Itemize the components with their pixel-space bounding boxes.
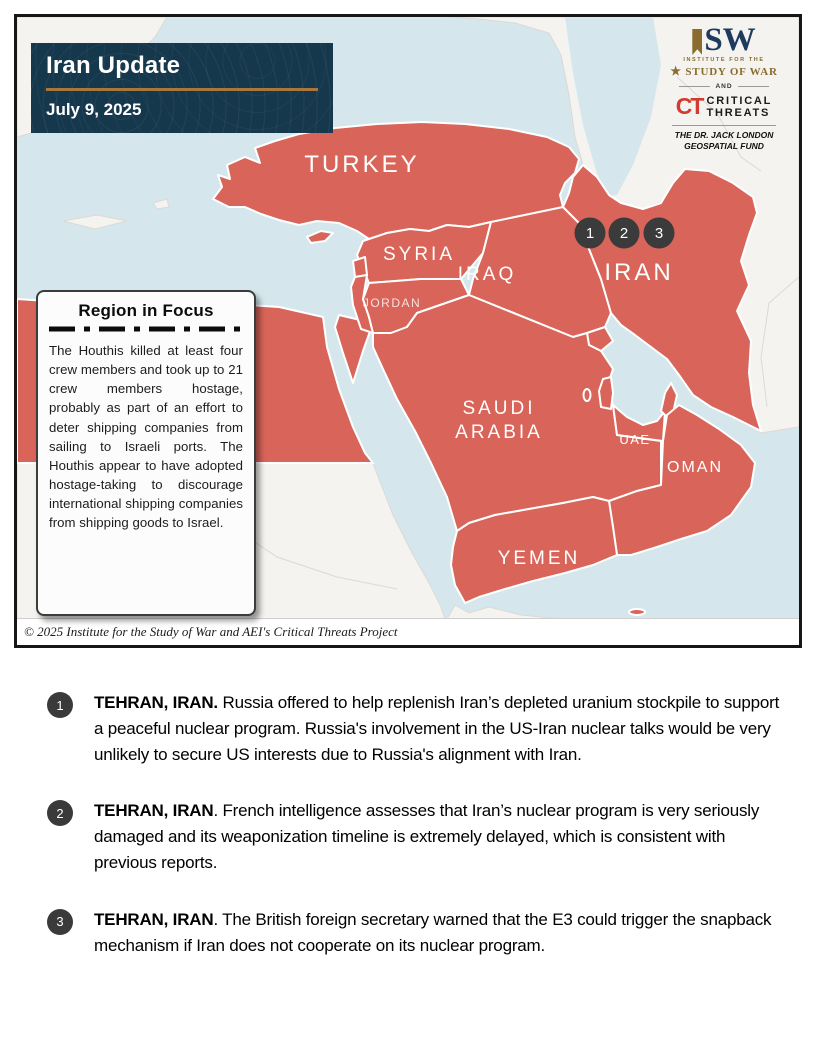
divider-line	[738, 86, 769, 87]
update-items	[47, 690, 787, 990]
label-turkey: TURKEY	[304, 151, 420, 178]
item-1-body: Russia offered to help replenish Iran’s depleted uranium stockpile to support a peaceful nuclear program. Russia's involvement in the US-Iran nuclear talks would be very unlikely to secure US interests due to Russia's alignment with Iran.	[94, 693, 780, 764]
region-in-focus-title: Region in Focus	[78, 301, 214, 320]
study-of-war-label: STUDY OF WAR	[685, 66, 778, 78]
dash-dot-rule	[49, 326, 243, 332]
isw-ct-logo	[657, 22, 791, 152]
critical-label: CRITICAL	[706, 94, 773, 107]
divider-line	[679, 86, 710, 87]
page-title: Iran Update	[46, 52, 181, 79]
fund-line1: THE DR. JACK LONDON	[674, 130, 774, 140]
label-iran: IRAN	[604, 259, 674, 286]
item-1-text	[94, 690, 782, 767]
label-saudi: SAUDI	[462, 398, 536, 419]
item-2-text	[94, 798, 782, 875]
marker-3	[644, 218, 675, 249]
header-accent-rule	[46, 88, 318, 91]
copyright-bar	[17, 618, 799, 645]
map-frame	[14, 14, 802, 648]
star-icon: ★	[670, 64, 682, 78]
copyright-text: © 2025 Institute for the Study of War and AEI's Critical Threats Project	[24, 624, 398, 639]
region-in-focus-body: The Houthis killed at least four crew members and took up to 21 crew members hostage, probably as part of an effort to deter shipping companies from sailing to Israeli ports. The Houthis appear to have adopted hostage-taking to discourage international shipping companies from shipping goods to Israel.	[49, 343, 243, 531]
and-divider	[679, 83, 769, 90]
marker-1-number: 1	[585, 225, 595, 242]
country-lebanon	[353, 257, 367, 277]
institute-for-the-text: INSTITUTE FOR THE	[683, 57, 765, 63]
country-bahrain	[584, 389, 591, 401]
label-syria: SYRIA	[382, 244, 456, 265]
header-banner	[31, 43, 333, 133]
label-uae: UAE	[619, 432, 651, 447]
label-iraq: IRAQ	[457, 264, 517, 285]
item-1-location: TEHRAN, IRAN.	[94, 693, 218, 712]
item-2-body: . French intelligence assesses that Iran’s nuclear program is very seriously damaged and its weaponization timeline is extremely delayed, which is consistent with previous reports.	[94, 801, 760, 873]
ct-monogram: CT	[675, 93, 703, 119]
marker-3-number: 3	[654, 225, 664, 242]
fund-line2: GEOSPATIAL FUND	[684, 141, 764, 151]
list-item-3	[47, 907, 787, 959]
item-3-body: . The British foreign secretary warned that the E3 could trigger the snapback mechanism if Iran does not cooperate on its nuclear program.	[94, 909, 772, 955]
threats-label: THREATS	[706, 106, 771, 119]
item-1-number-badge: 1	[47, 692, 73, 718]
label-yemen: YEMEN	[497, 548, 581, 569]
item-2-number-badge: 2	[47, 800, 73, 826]
and-label: AND	[715, 83, 733, 90]
item-3-location: TEHRAN, IRAN	[94, 909, 214, 929]
fund-divider	[672, 125, 776, 126]
marker-1	[575, 218, 606, 249]
list-item-2	[47, 798, 787, 875]
critical-threats-logo	[676, 93, 772, 120]
medal-ribbon-icon	[692, 29, 702, 55]
label-oman: OMAN	[667, 459, 723, 476]
item-2-location: TEHRAN, IRAN	[94, 801, 214, 821]
region-in-focus-box	[36, 290, 256, 616]
marker-2	[609, 218, 640, 249]
label-jordan: JORDAN	[362, 296, 422, 310]
isw-letters: SW	[704, 22, 756, 58]
marker-2-number: 2	[619, 225, 629, 242]
header-date: July 9, 2025	[46, 100, 142, 119]
list-item-1	[47, 690, 787, 767]
island-socotra	[629, 609, 645, 615]
country-qatar	[599, 377, 613, 409]
label-arabia: ARABIA	[455, 422, 543, 443]
item-3-number-badge: 3	[47, 909, 73, 935]
study-of-war-text	[670, 64, 777, 79]
isw-wordmark	[692, 22, 756, 58]
item-3-text	[94, 907, 782, 959]
